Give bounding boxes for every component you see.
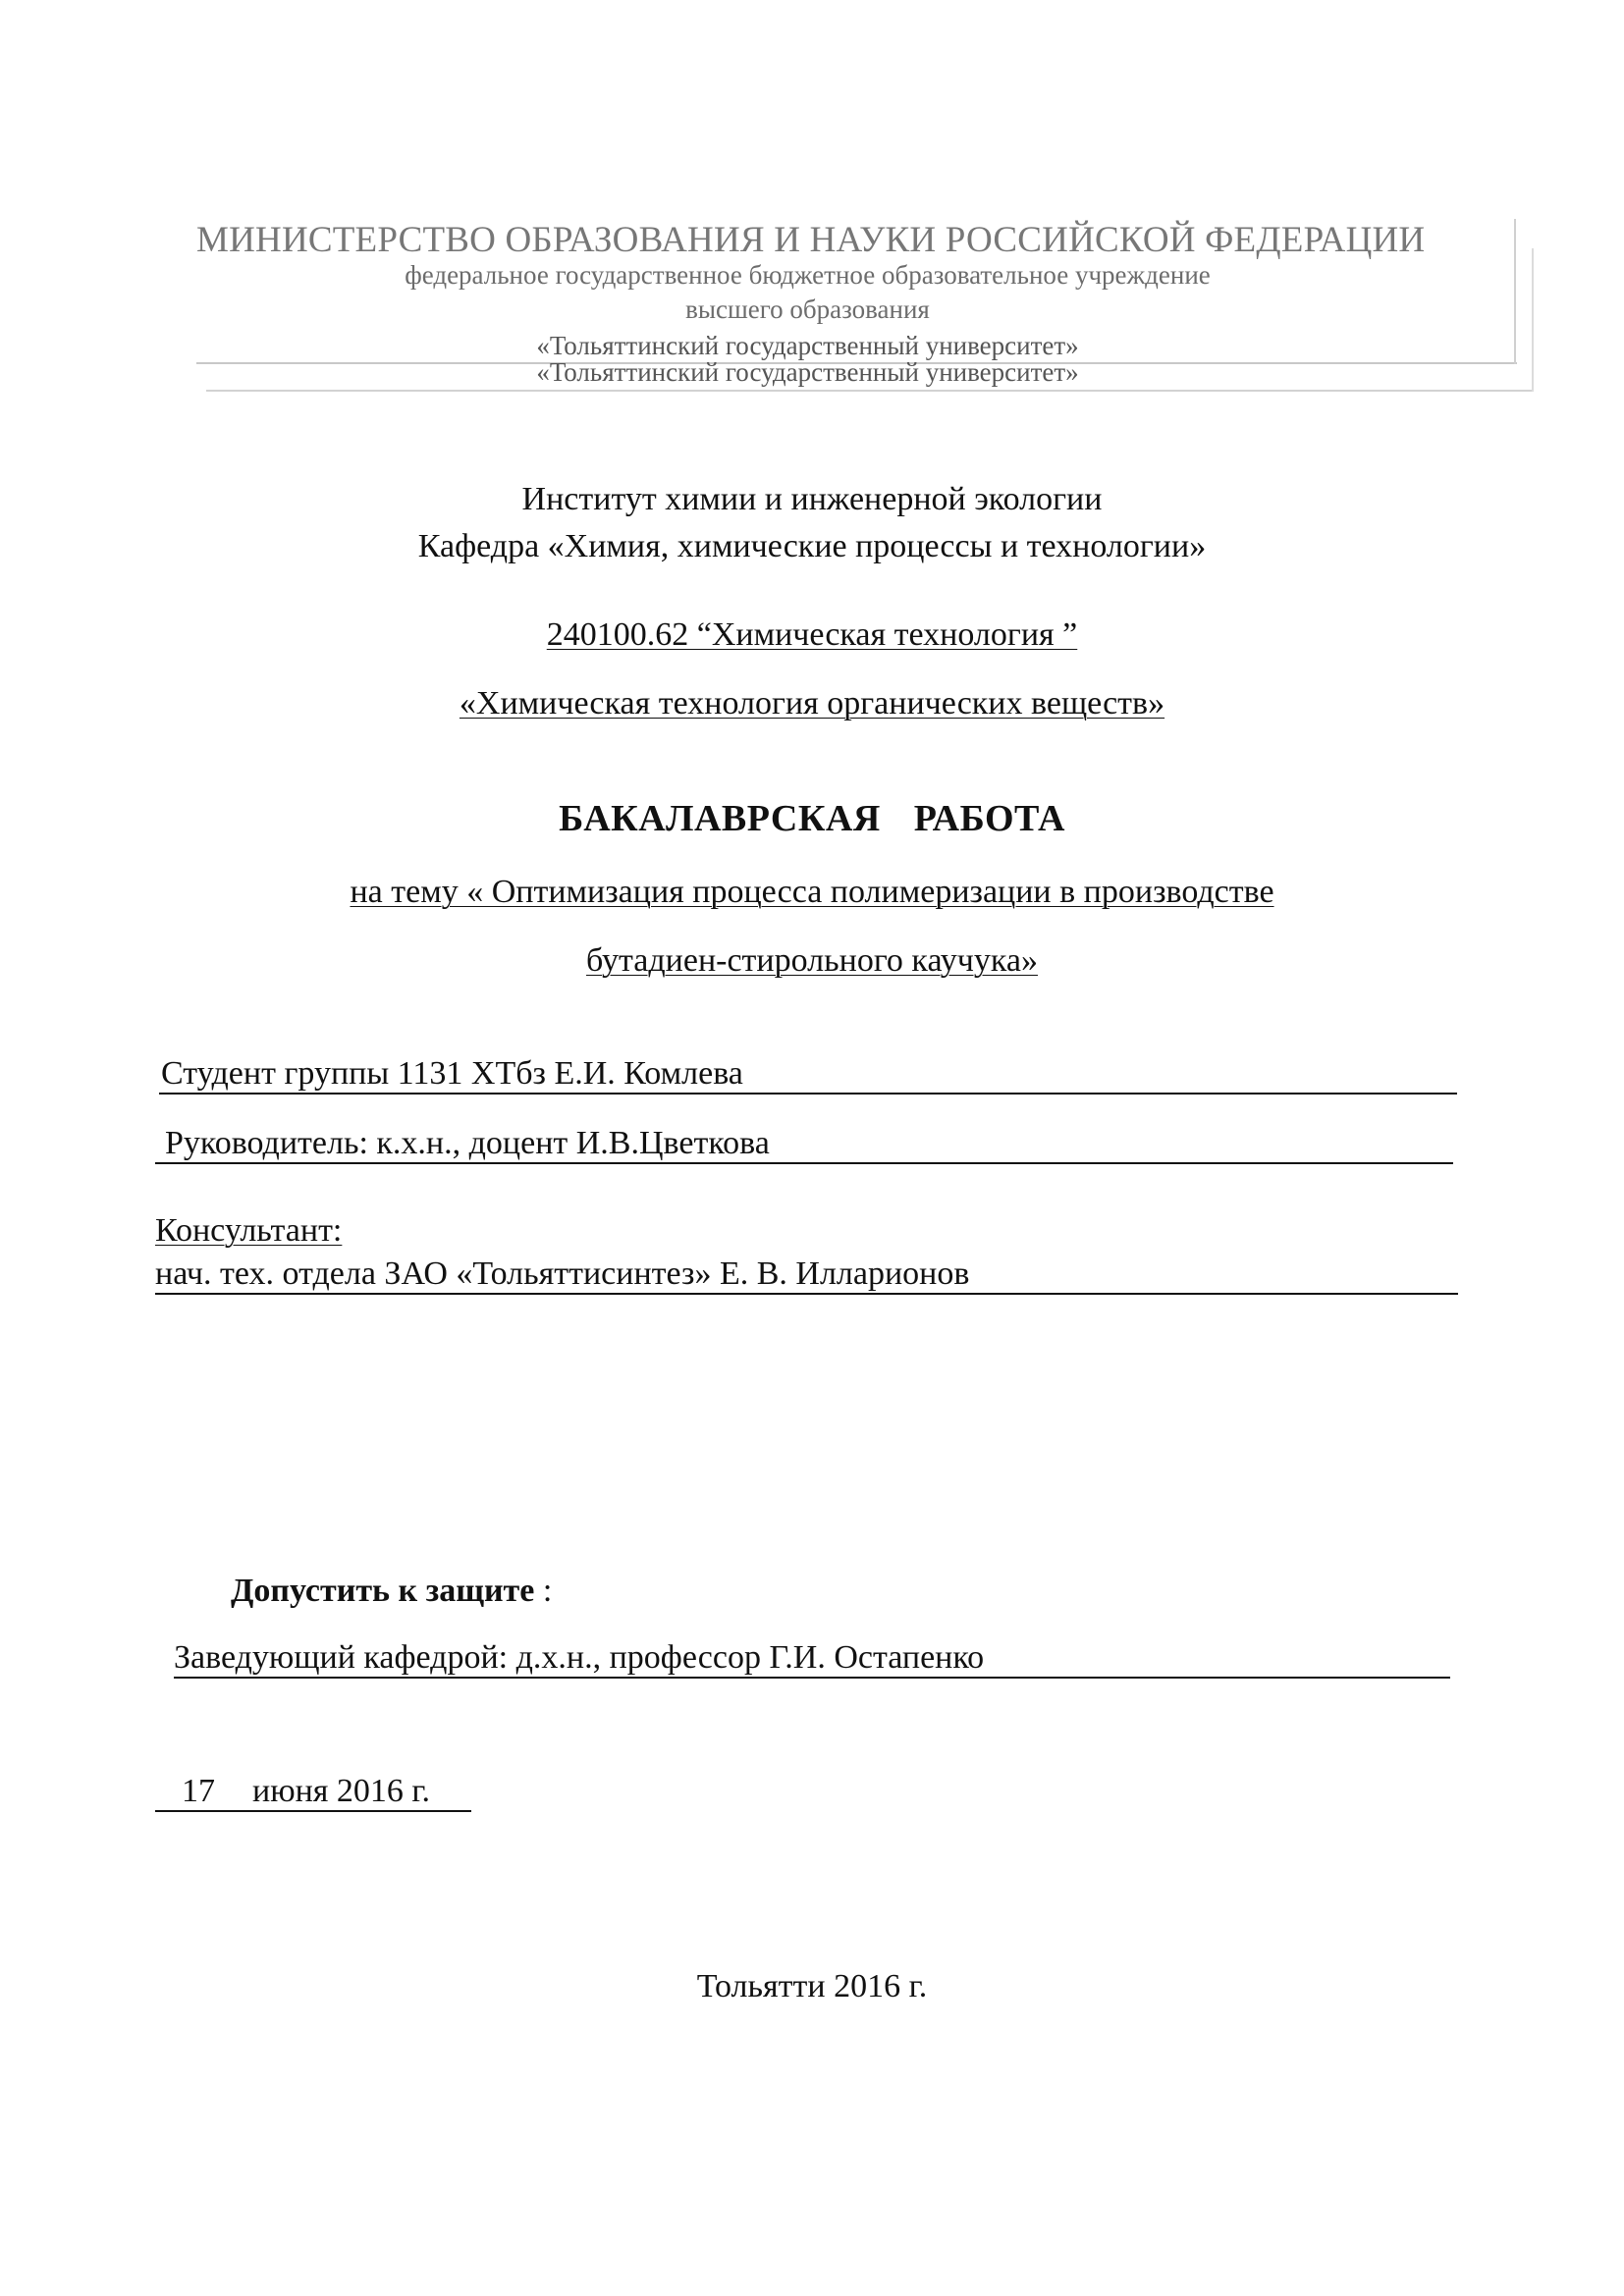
student-field: Студент группы 1131 ХТбз Е.И. Комлева bbox=[161, 1055, 743, 1092]
consultant-label: Консультант: bbox=[155, 1212, 343, 1249]
supervisor-underline bbox=[155, 1162, 1453, 1164]
topic-text-1: на тему « Оптимизация процесса полимеризации в производстве bbox=[350, 874, 1274, 910]
date-line bbox=[182, 1773, 430, 1810]
university-name: «Тольяттинский государственный университет» bbox=[536, 331, 1079, 360]
letterhead bbox=[196, 211, 1537, 393]
head-of-department-field: Заведующий кафедрой: д.х.н., профессор Г.И. Остапенко bbox=[174, 1639, 985, 1676]
profile: «Химическая технология органических веществ» bbox=[459, 685, 1165, 721]
date-month-year: июня 2016 г. bbox=[252, 1773, 431, 1809]
work-title: БАКАЛАВРСКАЯ РАБОТА bbox=[559, 798, 1065, 839]
education-level: высшего образования bbox=[685, 294, 930, 324]
consultant-field: нач. тех. отдела ЗАО «Тольяттисинтез» Е. В. Илларионов bbox=[155, 1255, 970, 1292]
head-of-department-underline bbox=[174, 1677, 1450, 1679]
topic-line-2 bbox=[0, 942, 1624, 980]
city-year: Тольятти 2016 г. bbox=[696, 1968, 928, 2004]
date-day: 17 bbox=[182, 1773, 215, 1809]
university-name-duplicate: «Тольяттинский государственный университет» bbox=[536, 357, 1079, 387]
student-underline bbox=[159, 1093, 1457, 1095]
consultant-underline bbox=[155, 1293, 1458, 1295]
letterhead-edge bbox=[1514, 219, 1516, 364]
date-underline bbox=[155, 1810, 471, 1812]
admit-colon: : bbox=[534, 1573, 553, 1609]
letterhead-rule-lower bbox=[206, 390, 1534, 392]
specialty: 240100.62 “Химическая технология ” bbox=[546, 616, 1078, 653]
specialty-line bbox=[0, 616, 1624, 654]
department-name: Кафедра «Химия, химические процессы и технологии» bbox=[417, 528, 1207, 564]
letterhead-edge-outer bbox=[1532, 248, 1534, 392]
topic-text-2: бутадиен-стирольного каучука» bbox=[586, 942, 1038, 979]
institute-name: Институт химии и инженерной экологии bbox=[521, 481, 1103, 517]
supervisor-field: Руководитель: к.х.н., доцент И.В.Цветкова bbox=[165, 1125, 770, 1161]
admit-line bbox=[231, 1573, 552, 1610]
profile-line bbox=[0, 685, 1624, 722]
ministry-name: МИНИСТЕРСТВО ОБРАЗОВАНИЯ И НАУКИ РОССИЙСКОЙ ФЕДЕРАЦИИ bbox=[196, 220, 1426, 260]
admit-label: Допустить к защите bbox=[231, 1573, 535, 1609]
institution-type: федеральное государственное бюджетное образовательное учреждение bbox=[405, 260, 1211, 290]
topic-line-1 bbox=[0, 874, 1624, 911]
